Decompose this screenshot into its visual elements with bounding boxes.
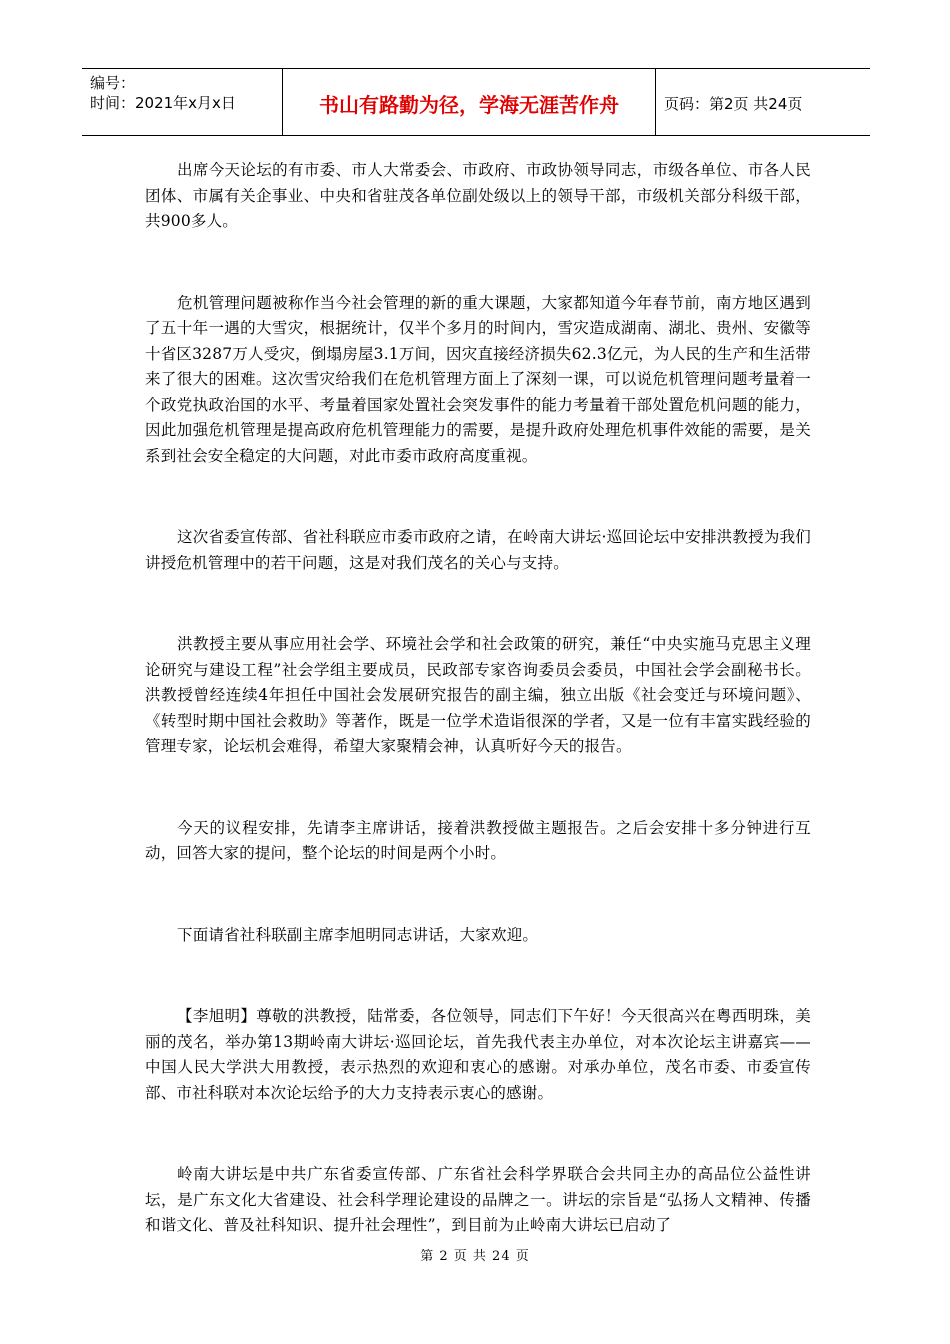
header-motto: 书山有路勤为径，学海无涯苦作舟 [282,69,656,135]
body-paragraph: 下面请省社科联副主席李旭明同志讲话，大家欢迎。 [177,925,539,944]
body-paragraph: 岭南大讲坛是中共广东省委宣传部、广东省社会科学界联合会共同主办的高品位公益性讲坛，是广东文化大省建设、社会科学理论建设的品牌之一。讲坛的宗旨是“弘扬人文精神、传播和谐文化、普及社科知识、提升社会理性”，到目前为止岭南大讲坛已启动了 [145,1165,811,1234]
body-paragraph: 出席今天论坛的有市委、市人大常委会、市政府、市政协领导同志，市级各单位、市各人民团体、市属有关企事业、中央和省驻茂各单位副处级以上的领导干部，市级机关部分科级干部，共900多人。 [145,161,811,230]
document-header [82,68,870,136]
document-date-label: 时间：2021年x月x日 [90,94,236,112]
header-meta [82,69,282,135]
body-paragraph: 洪教授主要从事应用社会学、环境社会学和社会政策的研究，兼任“中央实施马克思主义理论研究与建设工程”社会学组主要成员，民政部专家咨询委员会委员，中国社会学会副秘书长。洪教授曾经连续4年担任中国社会发展研究报告的副主编，独立出版《社会变迁与环境问题》、《转型时期中国社会救助》等著作，既是一位学术造诣很深的学者，又是一位有丰富实践经验的管理专家，论坛机会难得，希望大家聚精会神，认真听好今天的报告。 [145,635,811,755]
document-number-label: 编号： [90,74,136,92]
page-footer: 第 2 页 共 24 页 [420,1249,530,1264]
body-paragraph: 今天的议程安排，先请李主席讲话，接着洪教授做主题报告。之后会安排十多分钟进行互动，回答大家的提问，整个论坛的时间是两个小时。 [145,818,811,862]
header-page-info: 页码：第2页 共24页 [664,94,803,113]
document-body [145,158,811,1295]
body-paragraph: 危机管理问题被称作当今社会管理的新的重大课题，大家都知道今年春节前，南方地区遇到了五十年一遇的大雪灾，根据统计，仅半个多月的时间内，雪灾造成湖南、湖北、贵州、安徽等十省区3287万人受灾，倒塌房屋3.1万间，因灾直接经济损失62.3亿元，为人民的生产和生活带来了很大的困难。这次雪灾给我们在危机管理方面上了深刻一课，可以说危机管理问题考量着一个政党执政治国的水平、考量着国家处置社会突发事件的能力考量着干部处置危机问题的能力，因此加强危机管理是提高政府危机管理能力的需要，是提升政府处理危机事件效能的需要，是关系到社会安全稳定的大问题，对此市委市政府高度重视。 [145,293,812,465]
body-paragraph: 这次省委宣传部、省社科联应市委市政府之请，在岭南大讲坛·巡回论坛中安排洪教授为我们讲授危机管理中的若干问题，这是对我们茂名的关心与支持。 [145,528,811,572]
body-paragraph: 【李旭明】尊敬的洪教授，陆常委，各位领导，同志们下午好！今天很高兴在粤西明珠，美丽的茂名，举办第13期岭南大讲坛·巡回论坛，首先我代表主办单位，对本次论坛主讲嘉宾——中国人民大学洪大用教授，表示热烈的欢迎和衷心的感谢。对承办单位，茂名市委、市委宣传部、市社科联对本次论坛给予的大力支持表示衷心的感谢。 [145,1007,811,1102]
